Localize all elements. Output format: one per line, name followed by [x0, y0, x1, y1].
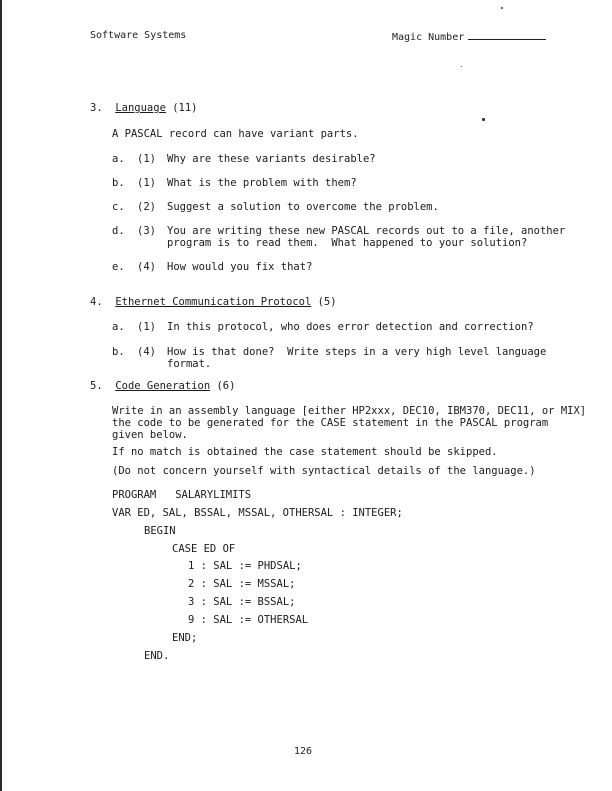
q4-item-a-points: (1)	[137, 321, 156, 333]
q5-number: 5.	[90, 380, 103, 392]
q4-item-b: b.	[112, 346, 125, 358]
q3-item-a-text: Why are these variants desirable?	[167, 153, 376, 165]
q3-item-d-text: You are writing these new PASCAL records out to a file, another	[167, 225, 566, 237]
code-line-case: CASE ED OF	[172, 543, 236, 555]
q3-heading	[90, 102, 198, 115]
q5-points: (6)	[216, 380, 236, 392]
q5-para3: (Do not concern yourself with syntactical details of the language.)	[112, 465, 536, 477]
code-line-begin: BEGIN	[144, 525, 176, 537]
q4-item-b-text-line2: format.	[167, 358, 212, 370]
q4-item-b-text: How is that done? Write steps in a very high level language	[167, 346, 547, 358]
q3-item-a-points: (1)	[137, 153, 156, 165]
q3-item-a	[112, 153, 125, 166]
scan-speck	[461, 66, 462, 67]
q4-number: 4.	[90, 296, 103, 308]
q4-item-b-points: (4)	[137, 346, 156, 358]
q5-para1-line3: given below.	[112, 429, 188, 441]
q5-para2: If no match is obtained the case statement should be skipped.	[112, 446, 498, 458]
scan-speck	[501, 7, 503, 9]
code-line-case-1: 1 : SAL := PHDSAL;	[188, 560, 302, 572]
code-line-case-9: 9 : SAL := OTHERSAL	[188, 614, 309, 626]
code-line-var: VAR ED, SAL, BSSAL, MSSAL, OTHERSAL : INTEGER;	[112, 507, 403, 519]
header-magic-number	[392, 30, 546, 43]
magic-number-label: Magic Number	[392, 32, 465, 43]
q3-points: (11)	[172, 102, 198, 114]
q3-item-c-points: (2)	[137, 201, 156, 213]
code-line-case-2: 2 : SAL := MSSAL;	[188, 578, 296, 590]
q5-title: Code Generation	[115, 380, 211, 392]
code-line-program: PROGRAM SALARYLIMITS	[112, 489, 252, 501]
q3-title: Language	[115, 102, 166, 114]
code-line-end-case: END;	[172, 632, 198, 644]
q5-heading	[90, 380, 235, 393]
q3-item-d-points: (3)	[137, 225, 156, 237]
code-line-end: END.	[144, 650, 170, 662]
scan-speck	[482, 118, 485, 121]
q5-para1-line1: Write in an assembly language [either HP2xxx, DEC10, IBM370, DEC11, or MIX]	[112, 405, 587, 417]
item-letter: a.	[112, 153, 125, 165]
q3-number: 3.	[90, 102, 103, 114]
page-number: 126	[294, 746, 313, 757]
q3-item-b-text: What is the problem with them?	[167, 177, 357, 189]
q3-item-c-text: Suggest a solution to overcome the problem.	[167, 201, 439, 213]
q4-item-a: a.	[112, 321, 125, 333]
q3-item-b-points: (1)	[137, 177, 156, 189]
scan-edge	[0, 0, 2, 791]
q5-para1-line2: the code to be generated for the CASE statement in the PASCAL program	[112, 417, 549, 429]
q3-item-e-text: How would you fix that?	[167, 261, 313, 273]
q3-item-d-text-line2: program is to read them. What happened to your solution?	[167, 237, 528, 249]
q4-item-a-text: In this protocol, who does error detection and correction?	[167, 321, 534, 333]
q3-item-b: b.	[112, 177, 125, 189]
q3-item-e: e.	[112, 261, 125, 273]
magic-number-blank	[468, 30, 546, 40]
header-course-title: Software Systems	[90, 30, 187, 41]
q3-item-c: c.	[112, 201, 125, 213]
q3-intro: A PASCAL record can have variant parts.	[112, 128, 359, 140]
q3-item-d: d.	[112, 225, 125, 237]
q4-points: (5)	[317, 296, 337, 308]
q4-title: Ethernet Communication Protocol	[115, 296, 312, 308]
q3-item-e-points: (4)	[137, 261, 156, 273]
code-line-case-3: 3 : SAL := BSSAL;	[188, 596, 296, 608]
q4-heading	[90, 296, 337, 309]
